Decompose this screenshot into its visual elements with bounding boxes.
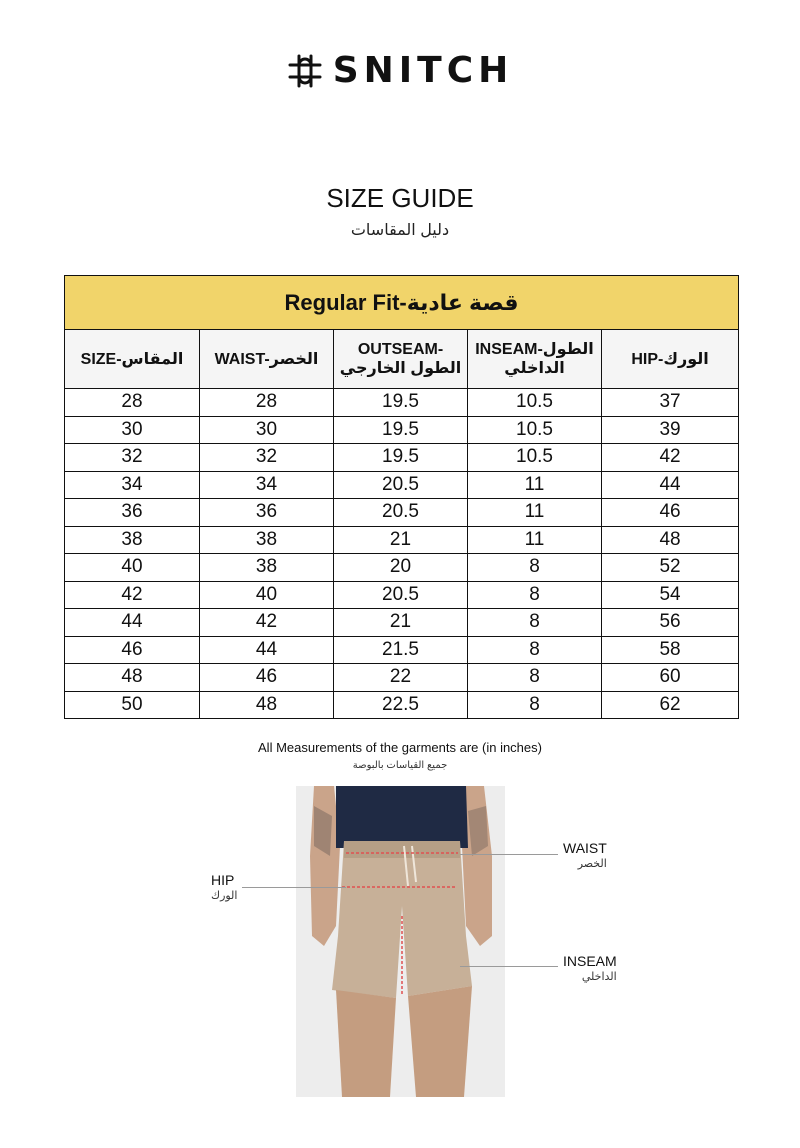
table-cell: 22 xyxy=(334,664,468,692)
measurement-note-arabic: جميع القياسات بالبوصة xyxy=(352,760,448,771)
page-title: SIZE GUIDE xyxy=(326,183,474,213)
table-cell: 10.5 xyxy=(468,416,602,444)
column-header xyxy=(65,330,200,389)
table-cell: 62 xyxy=(602,691,739,719)
table-row xyxy=(65,554,739,582)
table-cell: 32 xyxy=(200,444,334,472)
fit-heading: Regular Fit-قصة عادية xyxy=(65,276,739,330)
hip-pointer-line xyxy=(242,887,346,888)
table-cell: 50 xyxy=(65,691,200,719)
table-cell: 8 xyxy=(468,581,602,609)
table-cell: 11 xyxy=(468,471,602,499)
table-cell: 10.5 xyxy=(468,389,602,417)
table-row xyxy=(65,691,739,719)
table-cell: 48 xyxy=(65,664,200,692)
table-cell: 28 xyxy=(65,389,200,417)
column-header-ar: الورك xyxy=(663,350,709,368)
column-header-en: INSEAM- xyxy=(475,341,543,358)
table-cell: 11 xyxy=(468,499,602,527)
table-cell: 37 xyxy=(602,389,739,417)
table-cell: 30 xyxy=(65,416,200,444)
measurement-note: All Measurements of the garments are (in inches) xyxy=(258,740,542,755)
inseam-pointer-line xyxy=(460,966,558,967)
inseam-label-ar: الداخلي xyxy=(581,971,617,983)
table-cell: 36 xyxy=(65,499,200,527)
table-cell: 42 xyxy=(65,581,200,609)
table-cell: 21 xyxy=(334,609,468,637)
column-header-en: WAIST- xyxy=(214,350,270,368)
column-header xyxy=(468,330,602,389)
table-cell: 19.5 xyxy=(334,416,468,444)
table-cell: 46 xyxy=(200,664,334,692)
table-cell: 21 xyxy=(334,526,468,554)
table-cell: 19.5 xyxy=(334,444,468,472)
column-header xyxy=(602,330,739,389)
table-cell: 48 xyxy=(602,526,739,554)
table-row xyxy=(65,416,739,444)
waist-label-ar: الخصر xyxy=(577,858,607,870)
table-cell: 44 xyxy=(602,471,739,499)
table-cell: 39 xyxy=(602,416,739,444)
table-row xyxy=(65,471,739,499)
column-header-ar: المقاس xyxy=(121,350,184,368)
table-row xyxy=(65,609,739,637)
table-cell: 8 xyxy=(468,609,602,637)
table-cell: 46 xyxy=(65,636,200,664)
table-cell: 36 xyxy=(200,499,334,527)
table-cell: 20.5 xyxy=(334,471,468,499)
column-header-ar: الخصر xyxy=(269,350,319,368)
inseam-label-en: INSEAM xyxy=(563,953,617,969)
waist-label xyxy=(563,840,607,870)
table-cell: 32 xyxy=(65,444,200,472)
table-cell: 40 xyxy=(65,554,200,582)
brand-logo xyxy=(0,50,800,91)
table-cell: 38 xyxy=(200,554,334,582)
column-header xyxy=(334,330,468,389)
table-cell: 38 xyxy=(65,526,200,554)
column-header-ar: الطول الداخلي xyxy=(504,341,594,377)
size-table xyxy=(64,275,739,719)
brand-name: SNITCH xyxy=(332,50,514,91)
column-header-ar: الطول الخارجي xyxy=(339,360,462,377)
table-cell: 56 xyxy=(602,609,739,637)
table-cell: 34 xyxy=(200,471,334,499)
column-header-en: OUTSEAM- xyxy=(357,341,444,358)
table-row xyxy=(65,499,739,527)
page-title-arabic: دليل المقاسات xyxy=(350,222,450,239)
table-cell: 52 xyxy=(602,554,739,582)
table-row xyxy=(65,389,739,417)
table-cell: 48 xyxy=(200,691,334,719)
table-cell: 8 xyxy=(468,636,602,664)
table-cell: 42 xyxy=(200,609,334,637)
table-cell: 20.5 xyxy=(334,499,468,527)
table-cell: 20 xyxy=(334,554,468,582)
column-header-en: SIZE- xyxy=(80,350,122,368)
table-cell: 11 xyxy=(468,526,602,554)
table-cell: 44 xyxy=(200,636,334,664)
table-cell: 40 xyxy=(200,581,334,609)
column-header-en: HIP- xyxy=(631,350,664,368)
column-header xyxy=(200,330,334,389)
table-cell: 19.5 xyxy=(334,389,468,417)
table-cell: 54 xyxy=(602,581,739,609)
table-cell: 44 xyxy=(65,609,200,637)
table-cell: 21.5 xyxy=(334,636,468,664)
table-row xyxy=(65,581,739,609)
table-cell: 10.5 xyxy=(468,444,602,472)
hash-grid-icon xyxy=(287,53,323,89)
table-cell: 20.5 xyxy=(334,581,468,609)
table-cell: 22.5 xyxy=(334,691,468,719)
table-cell: 46 xyxy=(602,499,739,527)
waist-pointer-line xyxy=(460,854,558,855)
table-row xyxy=(65,664,739,692)
table-cell: 8 xyxy=(468,691,602,719)
waist-label-en: WAIST xyxy=(563,840,607,856)
model-photo xyxy=(296,786,505,1097)
table-cell: 60 xyxy=(602,664,739,692)
hip-label-en: HIP xyxy=(211,872,235,888)
table-row xyxy=(65,636,739,664)
table-cell: 42 xyxy=(602,444,739,472)
hip-label-ar: الورك xyxy=(211,890,238,902)
table-cell: 38 xyxy=(200,526,334,554)
table-cell: 30 xyxy=(200,416,334,444)
table-cell: 58 xyxy=(602,636,739,664)
table-row xyxy=(65,526,739,554)
hip-label xyxy=(211,872,237,902)
table-cell: 28 xyxy=(200,389,334,417)
table-cell: 34 xyxy=(65,471,200,499)
table-cell: 8 xyxy=(468,664,602,692)
inseam-label xyxy=(563,953,617,983)
table-cell: 8 xyxy=(468,554,602,582)
table-row xyxy=(65,444,739,472)
